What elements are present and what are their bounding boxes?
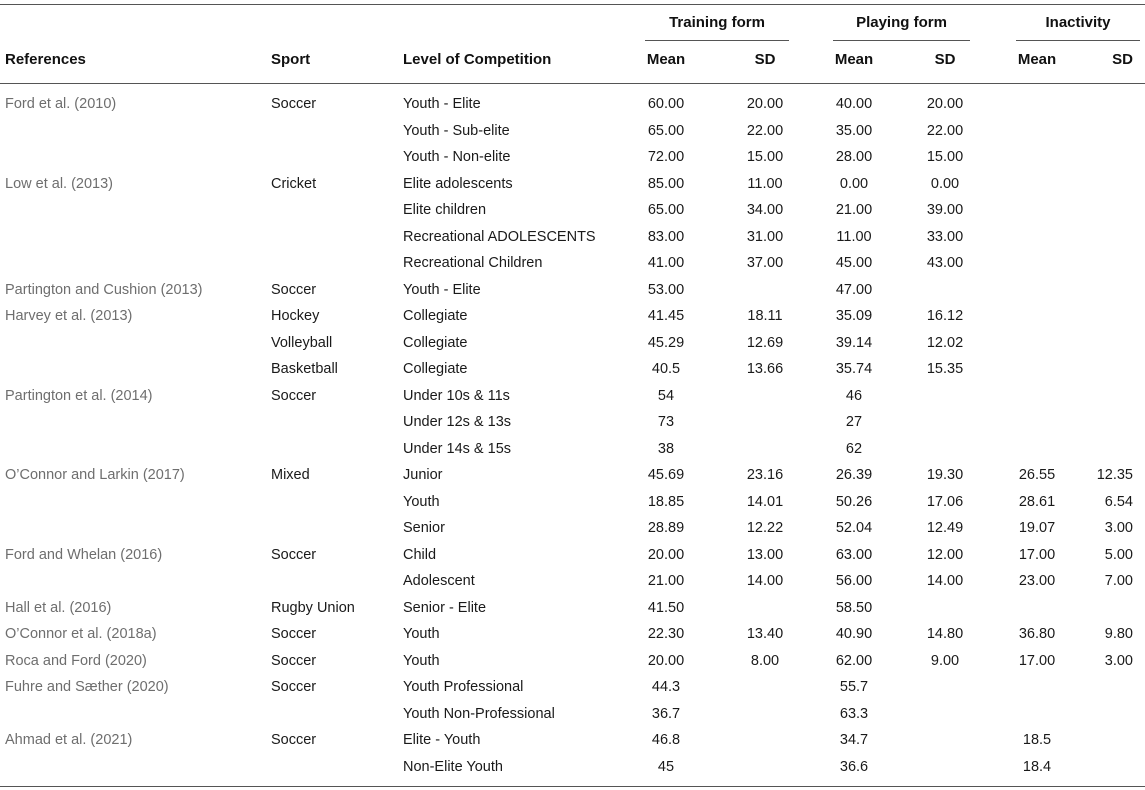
cell-training-sd: 13.40 bbox=[746, 626, 784, 642]
cell-level: Under 12s & 13s bbox=[403, 414, 512, 430]
cell-playing-mean: 58.50 bbox=[835, 600, 873, 616]
cell-playing-mean: 39.14 bbox=[835, 335, 873, 351]
cell-level: Non-Elite Youth bbox=[403, 759, 503, 775]
cell-sport: Mixed bbox=[271, 467, 310, 483]
cell-training-mean: 41.50 bbox=[647, 600, 685, 616]
cell-reference: O’Connor et al. (2018a) bbox=[5, 626, 157, 642]
cell-inactivity-mean: 23.00 bbox=[1018, 573, 1056, 589]
cell-training-sd: 22.00 bbox=[746, 123, 784, 139]
cell-training-sd: 8.00 bbox=[750, 653, 780, 669]
cell-reference: Partington et al. (2014) bbox=[5, 388, 153, 404]
cell-level: Youth - Non-elite bbox=[403, 149, 511, 165]
cell-level: Youth Non-Professional bbox=[403, 706, 555, 722]
header-inactivity-mean: Mean bbox=[1017, 51, 1057, 68]
cell-training-sd: 34.00 bbox=[746, 202, 784, 218]
group-rule-playing bbox=[833, 40, 970, 41]
cell-training-sd: 31.00 bbox=[746, 229, 784, 245]
cell-training-sd: 11.00 bbox=[747, 176, 783, 192]
cell-reference: Partington and Cushion (2013) bbox=[5, 282, 203, 298]
cell-playing-mean: 26.39 bbox=[835, 467, 873, 483]
group-header-training: Training form bbox=[669, 14, 765, 31]
cell-playing-sd: 16.12 bbox=[926, 308, 964, 324]
cell-level: Youth bbox=[403, 653, 440, 669]
cell-training-mean: 20.00 bbox=[647, 653, 685, 669]
cell-level: Junior bbox=[403, 467, 443, 483]
cell-playing-mean: 35.09 bbox=[835, 308, 873, 324]
cell-training-mean: 65.00 bbox=[647, 123, 685, 139]
cell-playing-sd: 17.06 bbox=[926, 494, 964, 510]
cell-reference: Low et al. (2013) bbox=[5, 176, 114, 192]
cell-sport: Basketball bbox=[271, 361, 338, 377]
cell-training-mean: 20.00 bbox=[647, 547, 685, 563]
cell-playing-mean: 28.00 bbox=[835, 149, 873, 165]
cell-training-mean: 45.29 bbox=[647, 335, 685, 351]
cell-sport: Soccer bbox=[271, 96, 317, 112]
cell-level: Youth - Elite bbox=[403, 282, 481, 298]
cell-playing-mean: 50.26 bbox=[835, 494, 873, 510]
cell-playing-mean: 36.6 bbox=[839, 759, 869, 775]
cell-level: Recreational Children bbox=[403, 255, 543, 271]
cell-playing-mean: 63.00 bbox=[835, 547, 873, 563]
cell-training-sd: 14.01 bbox=[746, 494, 784, 510]
cell-playing-sd: 43.00 bbox=[926, 255, 964, 271]
cell-inactivity-mean: 17.00 bbox=[1018, 547, 1056, 563]
cell-training-mean: 46.8 bbox=[651, 732, 681, 748]
cell-playing-sd: 39.00 bbox=[926, 202, 964, 218]
group-header-inactivity: Inactivity bbox=[1045, 14, 1111, 31]
cell-playing-sd: 0.00 bbox=[930, 176, 960, 192]
cell-training-mean: 40.5 bbox=[651, 361, 681, 377]
cell-inactivity-mean: 17.00 bbox=[1018, 653, 1056, 669]
cell-reference: Roca and Ford (2020) bbox=[5, 653, 147, 669]
cell-playing-sd: 33.00 bbox=[926, 229, 964, 245]
cell-inactivity-mean: 19.07 bbox=[1018, 520, 1056, 536]
cell-training-mean: 54 bbox=[657, 388, 675, 404]
cell-inactivity-sd: 12.35 bbox=[1096, 467, 1133, 483]
cell-level: Under 10s & 11s bbox=[403, 388, 510, 404]
cell-playing-mean: 63.3 bbox=[839, 706, 869, 722]
header-inactivity-sd: SD bbox=[1112, 51, 1133, 68]
cell-level: Senior - Elite bbox=[403, 600, 487, 616]
cell-playing-sd: 22.00 bbox=[926, 123, 964, 139]
cell-sport: Soccer bbox=[271, 653, 317, 669]
cell-playing-mean: 52.04 bbox=[835, 520, 873, 536]
header-playing-sd: SD bbox=[934, 51, 956, 68]
cell-playing-sd: 19.30 bbox=[926, 467, 964, 483]
cell-level: Child bbox=[403, 547, 437, 563]
cell-playing-sd: 15.35 bbox=[926, 361, 964, 377]
cell-training-mean: 28.89 bbox=[647, 520, 685, 536]
cell-playing-sd: 20.00 bbox=[926, 96, 964, 112]
cell-playing-mean: 40.00 bbox=[835, 96, 873, 112]
cell-reference: Hall et al. (2016) bbox=[5, 600, 112, 616]
table-top-rule bbox=[0, 4, 1145, 5]
cell-playing-sd: 15.00 bbox=[926, 149, 964, 165]
header-references: References bbox=[5, 51, 86, 68]
cell-training-mean: 72.00 bbox=[647, 149, 685, 165]
header-training-sd: SD bbox=[754, 51, 776, 68]
cell-training-mean: 53.00 bbox=[647, 282, 685, 298]
cell-training-mean: 41.00 bbox=[647, 255, 685, 271]
cell-level: Senior bbox=[403, 520, 445, 536]
header-playing-mean: Mean bbox=[834, 51, 874, 68]
cell-training-mean: 45.69 bbox=[647, 467, 685, 483]
cell-reference: Fuhre and Sæther (2020) bbox=[5, 679, 169, 695]
cell-sport: Rugby Union bbox=[271, 600, 355, 616]
cell-level: Under 14s & 15s bbox=[403, 441, 512, 457]
table-bottom-rule bbox=[0, 786, 1145, 787]
cell-training-mean: 18.85 bbox=[647, 494, 685, 510]
cell-inactivity-mean: 28.61 bbox=[1018, 494, 1056, 510]
cell-playing-mean: 34.7 bbox=[839, 732, 869, 748]
cell-inactivity-sd: 7.00 bbox=[1104, 573, 1133, 589]
cell-inactivity-mean: 36.80 bbox=[1018, 626, 1056, 642]
cell-training-mean: 36.7 bbox=[651, 706, 681, 722]
cell-playing-mean: 35.00 bbox=[835, 123, 873, 139]
cell-training-mean: 21.00 bbox=[647, 573, 685, 589]
cell-sport: Soccer bbox=[271, 679, 317, 695]
cell-inactivity-sd: 3.00 bbox=[1104, 653, 1133, 669]
header-level: Level of Competition bbox=[403, 51, 552, 68]
cell-inactivity-sd: 5.00 bbox=[1104, 547, 1133, 563]
group-rule-inactivity bbox=[1016, 40, 1140, 41]
cell-level: Adolescent bbox=[403, 573, 475, 589]
cell-training-mean: 22.30 bbox=[647, 626, 685, 642]
cell-training-sd: 23.16 bbox=[746, 467, 784, 483]
header-bottom-rule bbox=[0, 83, 1145, 84]
cell-reference: Ahmad et al. (2021) bbox=[5, 732, 133, 748]
cell-playing-mean: 55.7 bbox=[839, 679, 869, 695]
cell-level: Youth bbox=[403, 494, 440, 510]
cell-level: Youth Professional bbox=[403, 679, 524, 695]
cell-level: Youth - Sub-elite bbox=[403, 123, 510, 139]
cell-level: Elite - Youth bbox=[403, 732, 481, 748]
group-header-playing: Playing form bbox=[856, 14, 947, 31]
cell-training-mean: 65.00 bbox=[647, 202, 685, 218]
cell-training-mean: 73 bbox=[657, 414, 675, 430]
cell-playing-mean: 11.00 bbox=[836, 229, 872, 245]
cell-sport: Soccer bbox=[271, 547, 317, 563]
cell-playing-mean: 47.00 bbox=[835, 282, 873, 298]
cell-training-sd: 12.69 bbox=[746, 335, 784, 351]
cell-level: Collegiate bbox=[403, 335, 468, 351]
cell-playing-mean: 56.00 bbox=[835, 573, 873, 589]
cell-reference: Ford et al. (2010) bbox=[5, 96, 117, 112]
cell-playing-sd: 12.00 bbox=[926, 547, 964, 563]
cell-level: Collegiate bbox=[403, 361, 468, 377]
cell-playing-sd: 14.80 bbox=[926, 626, 964, 642]
cell-playing-mean: 27 bbox=[845, 414, 863, 430]
cell-inactivity-sd: 3.00 bbox=[1104, 520, 1133, 536]
cell-sport: Hockey bbox=[271, 308, 320, 324]
cell-playing-mean: 35.74 bbox=[835, 361, 873, 377]
cell-sport: Volleyball bbox=[271, 335, 333, 351]
cell-level: Elite children bbox=[403, 202, 487, 218]
cell-training-mean: 41.45 bbox=[647, 308, 685, 324]
cell-training-sd: 37.00 bbox=[746, 255, 784, 271]
cell-training-sd: 13.66 bbox=[746, 361, 784, 377]
cell-training-sd: 12.22 bbox=[746, 520, 784, 536]
cell-level: Elite adolescents bbox=[403, 176, 513, 192]
header-training-mean: Mean bbox=[646, 51, 686, 68]
cell-playing-mean: 21.00 bbox=[835, 202, 873, 218]
cell-playing-sd: 12.49 bbox=[926, 520, 964, 536]
cell-training-mean: 85.00 bbox=[647, 176, 685, 192]
cell-playing-mean: 62.00 bbox=[835, 653, 873, 669]
cell-inactivity-sd: 6.54 bbox=[1104, 494, 1133, 510]
cell-training-mean: 45 bbox=[657, 759, 675, 775]
cell-playing-mean: 0.00 bbox=[839, 176, 869, 192]
cell-playing-mean: 45.00 bbox=[835, 255, 873, 271]
cell-inactivity-mean: 18.4 bbox=[1022, 759, 1052, 775]
group-rule-training bbox=[645, 40, 789, 41]
cell-sport: Soccer bbox=[271, 388, 317, 404]
cell-playing-mean: 40.90 bbox=[835, 626, 873, 642]
cell-inactivity-mean: 18.5 bbox=[1022, 732, 1052, 748]
cell-playing-mean: 62 bbox=[845, 441, 863, 457]
cell-training-mean: 44.3 bbox=[651, 679, 681, 695]
cell-reference: Ford and Whelan (2016) bbox=[5, 547, 163, 563]
cell-playing-mean: 46 bbox=[845, 388, 863, 404]
cell-sport: Soccer bbox=[271, 282, 317, 298]
cell-sport: Soccer bbox=[271, 732, 317, 748]
header-sport: Sport bbox=[271, 51, 311, 68]
cell-sport: Soccer bbox=[271, 626, 317, 642]
cell-level: Recreational ADOLESCENTS bbox=[403, 229, 596, 245]
cell-training-sd: 15.00 bbox=[746, 149, 784, 165]
cell-level: Youth bbox=[403, 626, 440, 642]
cell-training-sd: 13.00 bbox=[746, 547, 784, 563]
cell-playing-sd: 9.00 bbox=[930, 653, 960, 669]
cell-sport: Cricket bbox=[271, 176, 317, 192]
cell-training-sd: 14.00 bbox=[746, 573, 784, 589]
cell-playing-sd: 14.00 bbox=[926, 573, 964, 589]
cell-training-mean: 38 bbox=[657, 441, 675, 457]
cell-level: Collegiate bbox=[403, 308, 468, 324]
cell-playing-sd: 12.02 bbox=[926, 335, 964, 351]
cell-training-mean: 60.00 bbox=[647, 96, 685, 112]
cell-inactivity-sd: 9.80 bbox=[1104, 626, 1133, 642]
cell-training-mean: 83.00 bbox=[647, 229, 685, 245]
cell-reference: Harvey et al. (2013) bbox=[5, 308, 133, 324]
cell-inactivity-mean: 26.55 bbox=[1018, 467, 1056, 483]
cell-level: Youth - Elite bbox=[403, 96, 481, 112]
cell-training-sd: 18.11 bbox=[747, 308, 783, 324]
cell-reference: O’Connor and Larkin (2017) bbox=[5, 467, 185, 483]
cell-training-sd: 20.00 bbox=[746, 96, 784, 112]
